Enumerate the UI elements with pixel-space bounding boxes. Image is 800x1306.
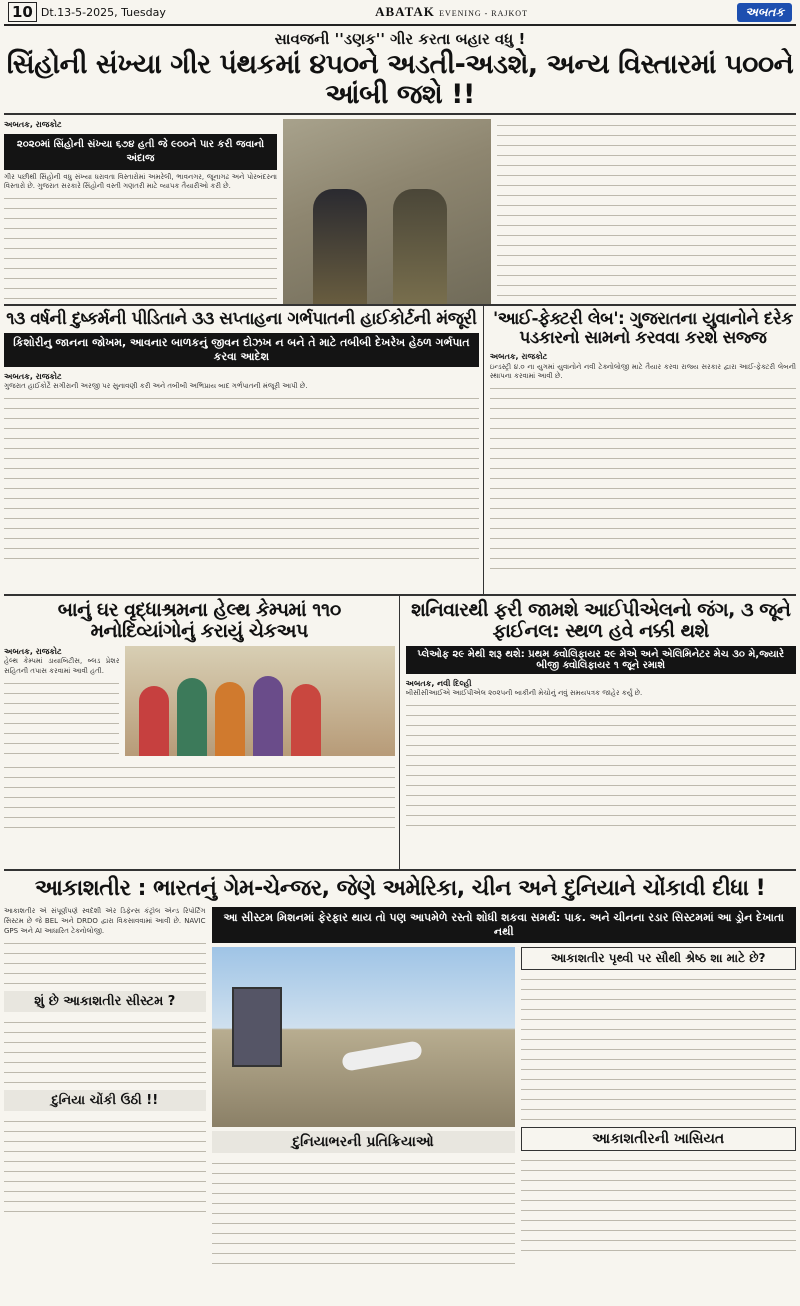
paper-title: ABATAK (375, 4, 435, 19)
text-columns-placeholder (4, 677, 119, 757)
box-features: આકાશતીરની ખાસિયત (521, 1127, 796, 1151)
story-lions-highlight: ૨૦૨૦માં સિંહોની સંખ્યા ૬૭૪ હતી જે ૯૦૦ને પાર કરી જવાનો અંદાજ (4, 134, 277, 170)
story-ipl-headline: શનિવારથી ફરી જામશે આઈપીએલનો જંગ, ૩ જૂને ફાઈનલ: સ્થળ હવે નક્કી થશે (411, 599, 791, 642)
radar-missile-photo (212, 947, 515, 1127)
box-why-best: આકાશતીર પૃથ્વી પર સૌથી શ્રેષ્ઠ શા માટે છે? (521, 947, 796, 970)
text-columns-placeholder (521, 973, 796, 1123)
text-columns-placeholder (406, 699, 797, 829)
person-figure (139, 686, 169, 756)
text-columns-placeholder (4, 1016, 206, 1086)
story-hc-body: ગુજરાત હાઈકોર્ટે સગીરાની અરજી પર સુનાવણી કરી અને તબીબી અભિપ્રાય બાદ ગર્ભપાતની મંજૂરી આપી છે. (4, 381, 308, 390)
officer-figure (313, 189, 367, 306)
story-ifactory-headline: 'આઈ-ફેક્ટરી લેબ': ગુજરાતના યુવાનોને દરેક પડકારનો સામનો કરવવા કરશે સજ્જ (493, 309, 793, 348)
story-ifactory-body: ઇન્ડસ્ટ્રી ૪.૦ ના યુગમાં યુવાનોને નવી ટેક્નોલોજી માટે તૈયાર કરવા રાજ્ય સરકાર દ્વારા આઈ-ફેક્ટરી લેબની સ્થાપના કરવામાં આવી છે. (489, 362, 796, 381)
radar-tower (232, 987, 282, 1067)
text-columns-placeholder (212, 1157, 515, 1267)
story-lions-headline: સિંહોની સંખ્યા ગીર પંથકમાં ૪૫૦ને અડતી-અડશે, અન્ય વિસ્તારમાં ૫૦૦ને આંબી જશે !! (4, 48, 796, 115)
box-world-shocked: દુનિયા ચોંકી ઉઠી !! (4, 1090, 206, 1111)
forest-officers-photo (283, 119, 491, 306)
story-lions-body: ગીર પછીથી સિંહોની વધુ સંખ્યા ધરાવતા વિસ્તારોમાં અમરેલી, ભાવનગર, જૂનાગઢ અને પોરબંદરના વિસ્તારો છે. ગુજરાત સરકારે સિંહોની વસ્તી ગણતરી માટે વ્યાપક તૈયારીઓ કરી છે. (4, 172, 277, 191)
story-akash-subhead: આ સીસ્ટમ મિશનમાં ફેરફાર થાય તો પણ આપમેળે રસ્તો શોધી શકવા સમર્થ: પાક. અને ચીનના રડાર સિસ્ટમમાં આ ડ્રોન દેખાતા નથી (212, 907, 796, 943)
story-ipl-body: બીસીસીઆઈએ આઈપીએલ ૨૦૨૫ની બાકીની મેચોનું નવું સમયપત્રક જાહેર કર્યું છે. (405, 688, 643, 697)
edition: EVENING - RAJKOT (439, 9, 528, 18)
story-hc-headline: ૧૩ વર્ષની દુષ્કર્મની પીડિતાને ૩૩ સપ્તાહના ગર્ભપાતની હાઈકોર્ટની મંજૂરી (6, 309, 477, 329)
text-columns-placeholder (4, 937, 206, 987)
story-lions (4, 26, 796, 306)
page-number: 10 (8, 2, 37, 22)
story-camp-byline: અબતક, રાજકોટ (4, 646, 62, 656)
health-camp-photo (125, 646, 394, 756)
box-reactions: દુનિયાભરની પ્રતિક્રિયાઓ (212, 1131, 515, 1153)
story-camp-headline: બાનું ઘર વૃદ્ધાશ્રમના હેલ્થ કેમ્પમાં ૧૧૦ મનોદિવ્યાંગોનું કરાયું ચેકઅપ (57, 599, 341, 642)
story-ifactory (490, 306, 796, 594)
text-columns-placeholder (521, 1154, 796, 1254)
story-lions-kicker: સાવજની ''ડણક'' ગીર કરતા બહાર વધુ ! (274, 30, 526, 48)
paper-name (375, 4, 528, 20)
paper-logo: અબતક (737, 3, 792, 22)
akash-left-column (4, 907, 206, 1287)
issue-date: Dt.13-5-2025, Tuesday (40, 5, 166, 19)
story-hc-subhead: કિશોરીનુ જાનના જોખમ, આવનાર બાળકનું જીવન દોઝખ ન બને તે માટે તબીબી દેખરેખ હેઠળ ગર્ભપાત કરવા આદેશ (4, 333, 479, 367)
text-columns-placeholder (4, 1115, 206, 1215)
jet-aircraft (341, 1040, 423, 1072)
text-columns-placeholder (490, 382, 796, 572)
masthead (4, 0, 796, 26)
story-hc-byline: અબતક, રાજકોટ (4, 371, 62, 381)
person-figure (253, 676, 283, 756)
story-lions-byline: અબતક, રાજકોટ (4, 120, 62, 130)
story-hc-abortion (4, 306, 484, 594)
akash-right-area (212, 907, 796, 1287)
text-columns-placeholder (4, 761, 395, 831)
officer-figure (393, 189, 447, 306)
box-what-is-akashteer: શું છે આકાશતીર સીસ્ટમ ? (4, 991, 206, 1012)
story-ipl (406, 596, 797, 869)
person-figure (177, 678, 207, 756)
story-ipl-byline: અબતક, નવી દિલ્હી (405, 678, 472, 688)
story-camp-body: હેલ્થ કેમ્પમાં ડાયાબિટીસ, બ્લડ પ્રેશર સહિતની તપાસ કરવામાં આવી હતી. (4, 656, 120, 675)
story-akashteer (4, 871, 796, 1306)
person-figure (291, 684, 321, 756)
person-figure (215, 682, 245, 756)
text-columns-placeholder (497, 119, 796, 306)
story-health-camp (4, 596, 400, 869)
story-ipl-subhead: પ્લેઓફ ૨૯ મેથી શરૂ થશે: પ્રથમ ક્વોલિફાયર ૨૯ મેએ અને એલિમિનેટર મેચ ૩૦ મે,જ્યારે બીજી ક્વોલિફાયર ૧ જૂને રમાશે (406, 646, 797, 674)
story-ifactory-byline: અબતક, રાજકોટ (489, 352, 548, 362)
story-akash-headline: આકાશતીર : ભારતનું ગેમ-ચેન્જર, જેણે અમેરિકા, ચીન અને દુનિયાને ચોંકાવી દીધા ! (34, 876, 766, 901)
text-columns-placeholder (4, 192, 277, 306)
text-columns-placeholder (4, 392, 479, 562)
story-akash-body: આકાશતીર એ સંપૂર્ણપણે સ્વદેશી એર ડિફેન્સ કંટ્રોલ એન્ડ રિપોર્ટિંગ સિસ્ટમ છે જે BEL અને DRDO દ્વારા વિકસાવવામાં આવી છે. NAVIC GPS અને AI આધારિત ટેક્નોલોજી. (4, 907, 206, 935)
